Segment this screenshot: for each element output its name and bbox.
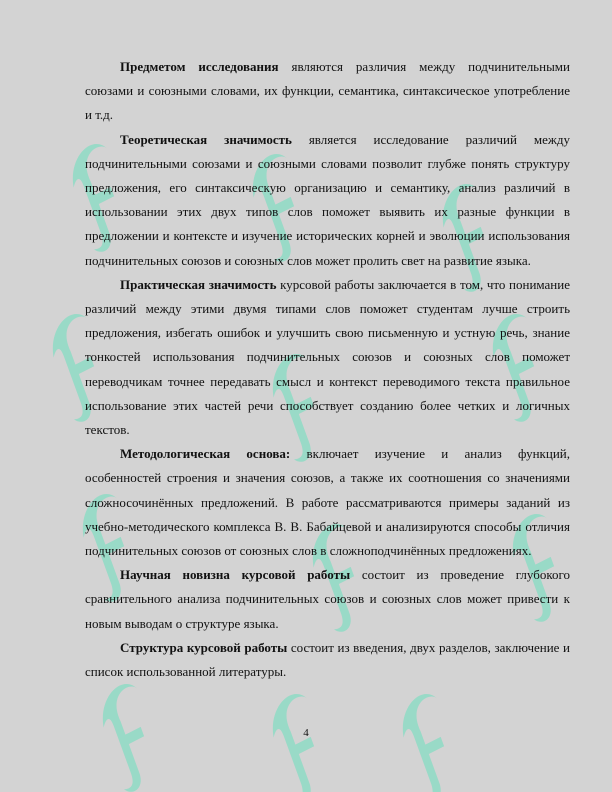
paragraph-lead: Практическая значимость [120, 276, 277, 292]
paragraph-lead: Научная новизна курсовой работы [120, 567, 351, 583]
paragraph-body: включает изучение и анализ функций, особенностей строения и значения союзов, а также их соотношения со значениями сложносочинённых предложений. В работе рассматриваются примеры заданий из учебно-методического комплекса В. В. Бабайцевой и анализируются способы отличия подчинительных союзов от союзных слов в сложноподчинённых предложениях. [85, 446, 570, 559]
paragraph-novelty [85, 563, 570, 636]
paragraph-body: является исследование различий между подчинительными союзами и союзными словами позволит глубже понять структуру предложения, его синтаксическую организацию и семантику, анализ различий в использовании этих двух типов слов поможет выявить их разные функции в предложении и контексте и изучение исторических корней и эволюции использования подчинительных союзов и союзных слов может пролить свет на развитие языка. [85, 131, 570, 268]
paragraph-methodology [85, 442, 570, 563]
paragraph-lead: Предметом исследования [120, 59, 279, 74]
paragraph-body: курсовой работы заключается в том, что понимание различий между этими двумя типами слов поможет студентам лучше строить предложения, избегать ошибок и улучшить свою письменную и устную речь, знание тонкостей использования подчинительных союзов и союзных слов поможет переводчикам точнее передавать смысл и контекст переводимого текста правильное использование этих частей речи способствует созданию более четких и логичных текстов. [85, 276, 570, 438]
paragraph-structure [85, 636, 570, 684]
paragraph-body: являются различия между подчинительными союзами и союзными словами, их функции, семантика, синтаксическое употребление и т.д. [85, 59, 570, 123]
paragraph-lead: Структура курсовой работы [120, 639, 288, 655]
paragraph-practical-significance [85, 273, 570, 442]
document-body [85, 55, 570, 684]
paragraph-theoretical-significance [85, 128, 570, 273]
paragraph-lead: Методологическая основа: [120, 446, 291, 462]
page-number: 4 [303, 727, 309, 739]
paragraph-body: состоит из проведение глубокого сравнительного анализа подчинительных союзов и союзных слов может привести к новым выводам о структуре языка. [85, 567, 571, 631]
paragraph-lead: Теоретическая значимость [120, 131, 292, 147]
paragraph-subject [85, 55, 570, 128]
paragraph-body: состоит из введения, двух разделов, заключение и список использованной литературы. [85, 639, 570, 680]
